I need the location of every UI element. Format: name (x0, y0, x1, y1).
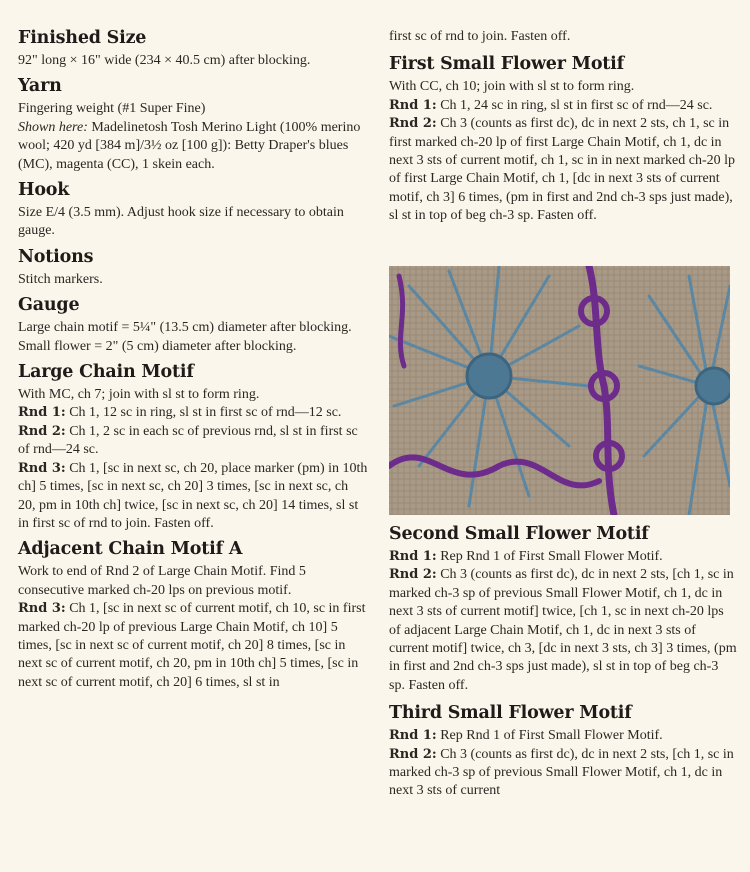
hook-text: Size E/4 (3.5 mm). Adjust hook size if necessary to obtain gauge. (18, 205, 344, 239)
yarn-shown-detail: Madelinetosh Tosh Merino Light (100% merino wool; 420 yd [384 m]/3½ oz [100 g]): Betty Draper's blues (MC), magenta (CC), 1 skein each. (18, 119, 361, 172)
third-small-rnd1 (389, 727, 737, 745)
gauge-small-text: Small flower = 2" (5 cm) diameter after blocking. (18, 338, 297, 354)
rnd1-label: Rnd 1: (389, 549, 437, 564)
rnd2-label: Rnd 2: (389, 746, 437, 762)
third-small-rnd1-text: Rep Rnd 1 of First Small Flower Motif. (436, 728, 663, 744)
second-small-rnd1 (389, 548, 737, 566)
third-small-rnd2-text: Ch 3 (counts as first dc), dc in next 2 sts, [ch 1, sc in marked ch-3 sp of previous Small Flower Motif, ch 1, dc in next 3 sts of current (389, 746, 734, 799)
third-small-rnd2 (389, 746, 737, 801)
section-finished-size (18, 28, 368, 70)
section-first-small-flower (389, 54, 737, 225)
crochet-photo (389, 266, 730, 515)
large-chain-rnd1 (18, 404, 368, 422)
second-small-rnd1-text: Rep Rnd 1 of First Small Flower Motif. (436, 549, 663, 564)
heading-finished-size: Finished Size (18, 28, 147, 48)
gauge-large-text: Large chain motif = 5¼" (13.5 cm) diameter after blocking. (18, 320, 352, 336)
rnd1-label: Rnd 1: (389, 97, 437, 113)
section-adjacent-chain-motif (18, 539, 368, 692)
yarn-weight-text: Fingering weight (#1 Super Fine) (18, 101, 206, 117)
large-chain-rnd3 (18, 460, 368, 534)
large-chain-rnd2-text: Ch 1, 2 sc in each sc of previous rnd, sl st in first sc of rnd—24 sc. (18, 423, 358, 458)
heading-adjacent-chain-motif: Adjacent Chain Motif A (18, 539, 243, 560)
continued-text: first sc of rnd to join. Fasten off. (389, 29, 571, 44)
heading-yarn: Yarn (18, 76, 62, 97)
section-notions (18, 247, 368, 289)
adjacent-rnd3-text: Ch 1, [sc in next sc of current motif, ch 10, sc in first marked ch-20 lp of previous Large Chain Motif, ch 10] 5 times, [sc in next sc of current motif, ch 20] 8 times, [sc in next sc of current motif, ch 20, pm in 10th ch] 5 times, [sc in next sc of current motif, ch 20] 6 times, sl st in (18, 601, 366, 690)
second-small-rnd2 (389, 566, 737, 695)
shown-here-label: Shown here: (18, 119, 88, 135)
second-small-rnd2-text: Ch 3 (counts as first dc), dc in next 2 sts, [ch 1, sc in marked ch-3 sp of previous Small Flower Motif, ch 1, dc in next 3 sts of current motif] twice, [ch 1, sc in next ch-20 lps of adjacent Large Chain Motif, ch 1, dc in next 3 sts of current motif] twice, ch 3, [dc in next 3 sts, ch 3] 3 times, (pm in first and 2nd ch-3 sps just made), sl st in top of beg ch-3 sp. Fasten off. (389, 567, 737, 693)
rnd3-label: Rnd 3: (18, 460, 66, 476)
heading-hook: Hook (18, 180, 70, 201)
heading-large-chain-motif: Large Chain Motif (18, 362, 194, 383)
heading-third-small-flower: Third Small Flower Motif (389, 703, 632, 724)
heading-second-small-flower: Second Small Flower Motif (389, 524, 649, 544)
large-chain-rnd1-text: Ch 1, 12 sc in ring, sl st in first sc of rnd—12 sc. (65, 405, 342, 421)
left-column (18, 28, 368, 698)
rnd2-label: Rnd 2: (389, 116, 437, 132)
section-second-small-flower (389, 524, 737, 695)
first-small-rnd1 (389, 97, 737, 115)
rnd2-label: Rnd 2: (389, 567, 437, 583)
yarn-shown-text (18, 119, 368, 174)
heading-notions: Notions (18, 246, 94, 267)
heading-gauge: Gauge (18, 295, 80, 316)
section-large-chain-motif (18, 362, 368, 533)
section-hook (18, 180, 368, 241)
rnd3-label: Rnd 3: (18, 601, 66, 617)
rnd1-label: Rnd 1: (18, 405, 66, 421)
rnd2-label: Rnd 2: (18, 423, 66, 439)
right-column-bottom (389, 524, 737, 807)
adjacent-rnd3 (18, 600, 368, 692)
first-small-rnd2 (389, 115, 737, 225)
adjacent-intro: Work to end of Rnd 2 of Large Chain Motif. Find 5 consecutive marked ch-20 lps on previous motif. (18, 564, 306, 598)
heading-first-small-flower: First Small Flower Motif (389, 54, 624, 75)
section-yarn (18, 76, 368, 174)
rnd1-label: Rnd 1: (389, 728, 437, 744)
finished-size-text: 92" long × 16" wide (234 × 40.5 cm) after blocking. (18, 53, 311, 68)
crochet-photo-illustration (389, 266, 730, 515)
first-small-rnd2-text: Ch 3 (counts as first dc), dc in next 2 sts, ch 1, sc in first marked ch-20 lp of first Large Chain Motif, ch 1, dc in next 3 sts of current motif, ch 1, sc in in next marked ch-20 lp of first Large Chain Motif, ch 1, [dc in next 3 sts of current motif, ch 3] 6 times, (pm in first and 2nd ch-3 sps just made), sl st in top of beg ch-3 sp. Fasten off. (389, 116, 736, 224)
section-gauge (18, 295, 368, 356)
large-chain-rnd3-text: Ch 1, [sc in next sc, ch 20, place marker (pm) in 10th ch] 5 times, [sc in next sc, ch 20] 3 times, [sc in next sc, ch 20, pm in 10th ch] twice, [sc in next sc, ch 20] 14 times, sl st in first sc of rnd to join. Fasten off. (18, 460, 368, 531)
first-small-rnd1-text: Ch 1, 24 sc in ring, sl st in first sc of rnd—24 sc. (436, 97, 713, 113)
large-chain-rnd2 (18, 423, 368, 460)
notions-text: Stitch markers. (18, 271, 103, 287)
large-chain-intro: With MC, ch 7; join with sl st to form ring. (18, 387, 260, 403)
section-third-small-flower (389, 703, 737, 801)
first-small-intro: With CC, ch 10; join with sl st to form ring. (389, 79, 635, 95)
right-column-top (389, 28, 737, 232)
